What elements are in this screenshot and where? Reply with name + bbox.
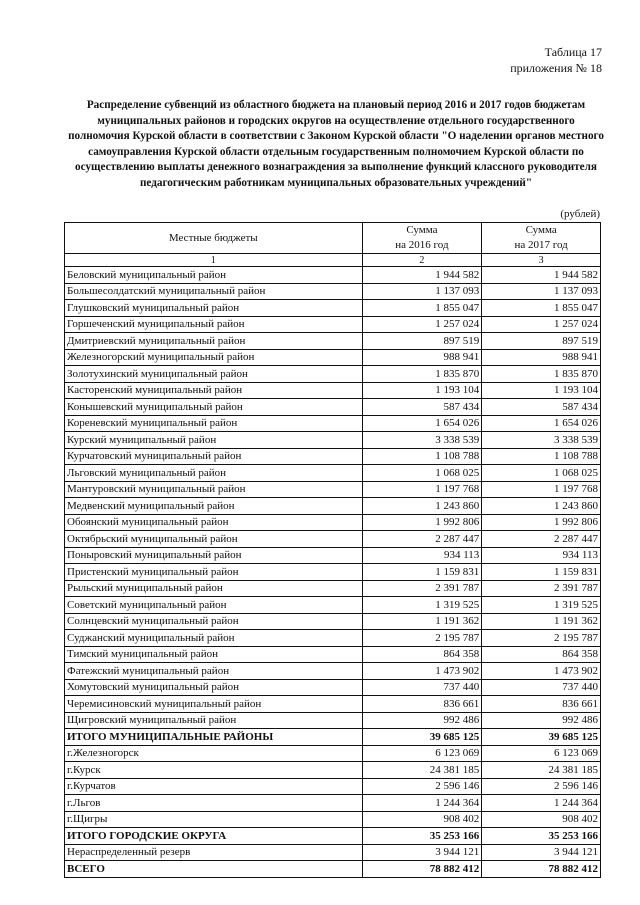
sum-2016-cell: 1 243 860 [362, 498, 482, 515]
budget-name-cell: г.Льгов [65, 795, 363, 812]
budget-name-cell: Беловский муниципальный район [65, 267, 363, 284]
table-row [65, 564, 601, 581]
budget-name-cell: г.Железногорск [65, 745, 363, 762]
sum-2017-cell: 992 486 [482, 712, 601, 729]
sum-2017-cell: 3 944 121 [482, 844, 601, 861]
budget-name-cell: ВСЕГО [65, 861, 363, 878]
sum-2017-cell: 1 654 026 [482, 415, 601, 432]
header-sum-2017 [482, 223, 601, 254]
sum-2017-cell: 1 193 104 [482, 382, 601, 399]
table-row [65, 316, 601, 333]
table-row [65, 382, 601, 399]
budget-name-cell: Фатежский муниципальный район [65, 663, 363, 680]
budget-name-cell: Солнцевский муниципальный район [65, 613, 363, 630]
table-row [65, 531, 601, 548]
budget-name-cell: Хомутовский муниципальный район [65, 679, 363, 696]
budget-name-cell: ИТОГО ГОРОДСКИЕ ОКРУГА [65, 828, 363, 845]
sum-2017-cell: 2 287 447 [482, 531, 601, 548]
sum-2017-cell: 836 661 [482, 696, 601, 713]
sum-2016-cell: 864 358 [362, 646, 482, 663]
table-row [65, 745, 601, 762]
table-row [65, 432, 601, 449]
table-row [65, 415, 601, 432]
budget-name-cell: ИТОГО МУНИЦИПАЛЬНЫЕ РАЙОНЫ [65, 729, 363, 746]
table-row [65, 663, 601, 680]
table-row [65, 283, 601, 300]
sum-2016-cell: 35 253 166 [362, 828, 482, 845]
table-row [65, 448, 601, 465]
sum-2016-cell: 934 113 [362, 547, 482, 564]
budget-name-cell: г.Щигры [65, 811, 363, 828]
table-body [65, 267, 601, 878]
table-row [65, 811, 601, 828]
sum-2016-cell: 1 244 364 [362, 795, 482, 812]
sum-2017-cell: 908 402 [482, 811, 601, 828]
sum-2017-cell: 1 257 024 [482, 316, 601, 333]
sum-2017-cell: 1 855 047 [482, 300, 601, 317]
sum-2016-cell: 992 486 [362, 712, 482, 729]
budget-name-cell: Касторенский муниципальный район [65, 382, 363, 399]
appendix-number: приложения № 18 [510, 61, 602, 75]
budget-name-cell: Большесолдатский муниципальный район [65, 283, 363, 300]
sum-2017-cell: 2 195 787 [482, 630, 601, 647]
sum-2017-cell: 1 319 525 [482, 597, 601, 614]
budget-name-cell: Курчатовский муниципальный район [65, 448, 363, 465]
sum-2017-cell: 2 391 787 [482, 580, 601, 597]
sum-2017-cell: 6 123 069 [482, 745, 601, 762]
sum-2016-cell: 2 596 146 [362, 778, 482, 795]
table-row [65, 795, 601, 812]
budget-name-cell: Советский муниципальный район [65, 597, 363, 614]
sum-2017-cell: 1 835 870 [482, 366, 601, 383]
sum-2016-cell: 78 882 412 [362, 861, 482, 878]
sum-2016-cell: 897 519 [362, 333, 482, 350]
sum-2017-cell: 1 944 582 [482, 267, 601, 284]
sum-2016-cell: 3 338 539 [362, 432, 482, 449]
sum-2016-cell: 1 835 870 [362, 366, 482, 383]
sum-2017-cell: 737 440 [482, 679, 601, 696]
table-row [65, 762, 601, 779]
sum-2017-cell: 35 253 166 [482, 828, 601, 845]
budget-name-cell: Железногорский муниципальный район [65, 349, 363, 366]
column-number-row [65, 254, 601, 267]
document-title: Распределение субвенций из областного бюджета на плановый период 2016 и 2017 годов бюджетам муниципальных районов и городских округов на осуществление отдельного государственного полномочия Курской области в соответствии с Законом Курской области "О наделении органов местного самоуправления Курской области отдельным государственным полномочием Курской области по осуществлению выплаты денежного вознаграждения за выполнение функций классного руководителя педагогическим работникам муниципальных образовательных учреждений" [68, 99, 604, 189]
sum-2017-cell: 1 473 902 [482, 663, 601, 680]
sum-2016-cell: 24 381 185 [362, 762, 482, 779]
budget-name-cell: Мантуровский муниципальный район [65, 481, 363, 498]
sum-2016-cell: 1 654 026 [362, 415, 482, 432]
table-row [65, 300, 601, 317]
table-row [65, 349, 601, 366]
header-sum-2016 [362, 223, 482, 254]
sum-2017-cell: 934 113 [482, 547, 601, 564]
budget-name-cell: Конышевский муниципальный район [65, 399, 363, 416]
sum-2017-cell: 1 197 768 [482, 481, 601, 498]
sum-2016-cell: 737 440 [362, 679, 482, 696]
sum-2016-cell: 6 123 069 [362, 745, 482, 762]
sum-2016-cell: 1 855 047 [362, 300, 482, 317]
table-row [65, 498, 601, 515]
sum-2017-cell: 587 434 [482, 399, 601, 416]
table-row [65, 399, 601, 416]
column-number-1: 1 [65, 254, 363, 267]
sum-2016-cell: 1 191 362 [362, 613, 482, 630]
header-local-budgets: Местные бюджеты [65, 223, 363, 254]
sum-2017-cell: 2 596 146 [482, 778, 601, 795]
budget-name-cell: г.Курчатов [65, 778, 363, 795]
budget-name-cell: Горшеченский муниципальный район [65, 316, 363, 333]
sum-2017-cell: 39 685 125 [482, 729, 601, 746]
document-reference [510, 44, 602, 76]
sum-2017-cell: 78 882 412 [482, 861, 601, 878]
sum-2016-cell: 1 944 582 [362, 267, 482, 284]
budget-name-cell: Обоянский муниципальный район [65, 514, 363, 531]
budget-name-cell: Тимский муниципальный район [65, 646, 363, 663]
table-row [65, 712, 601, 729]
sum-2017-cell: 1 159 831 [482, 564, 601, 581]
table-row [65, 333, 601, 350]
sum-2017-cell: 988 941 [482, 349, 601, 366]
sum-2017-cell: 864 358 [482, 646, 601, 663]
sum-2016-cell: 988 941 [362, 349, 482, 366]
sum-2016-cell: 1 197 768 [362, 481, 482, 498]
sum-2016-cell: 1 319 525 [362, 597, 482, 614]
table-row [65, 267, 601, 284]
sum-2016-cell: 3 944 121 [362, 844, 482, 861]
budget-name-cell: Нераспределенный резерв [65, 844, 363, 861]
table-row [65, 465, 601, 482]
sum-2017-cell: 1 137 093 [482, 283, 601, 300]
units-label: (рублей) [560, 208, 600, 220]
table-row [65, 646, 601, 663]
sum-2016-cell: 2 391 787 [362, 580, 482, 597]
table-row [65, 481, 601, 498]
sum-2016-cell: 1 137 093 [362, 283, 482, 300]
table-header-row [65, 223, 601, 254]
sum-2017-cell: 1 068 025 [482, 465, 601, 482]
header-sum-2017-line2: на 2017 год [514, 239, 568, 251]
budget-name-cell: Кореневский муниципальный район [65, 415, 363, 432]
sum-2016-cell: 39 685 125 [362, 729, 482, 746]
column-number-3: 3 [482, 254, 601, 267]
table-total-row [65, 861, 601, 878]
budget-name-cell: Октябрьский муниципальный район [65, 531, 363, 548]
sum-2017-cell: 1 191 362 [482, 613, 601, 630]
budget-name-cell: Черемисиновский муниципальный район [65, 696, 363, 713]
sum-2017-cell: 1 243 860 [482, 498, 601, 515]
table-row [65, 547, 601, 564]
table-row [65, 613, 601, 630]
header-sum-2016-line2: на 2016 год [395, 239, 449, 251]
sum-2016-cell: 587 434 [362, 399, 482, 416]
table-row [65, 580, 601, 597]
table-total-row [65, 828, 601, 845]
table-row [65, 696, 601, 713]
sum-2016-cell: 1 473 902 [362, 663, 482, 680]
budget-name-cell: Золотухинский муниципальный район [65, 366, 363, 383]
budget-name-cell: г.Курск [65, 762, 363, 779]
sum-2017-cell: 24 381 185 [482, 762, 601, 779]
budget-name-cell: Глушковский муниципальный район [65, 300, 363, 317]
header-sum-2016-line1: Сумма [406, 224, 438, 236]
budget-name-cell: Рыльский муниципальный район [65, 580, 363, 597]
budget-name-cell: Суджанский муниципальный район [65, 630, 363, 647]
budget-name-cell: Курский муниципальный район [65, 432, 363, 449]
table-number: Таблица 17 [544, 45, 602, 59]
budget-name-cell: Медвенский муниципальный район [65, 498, 363, 515]
sum-2017-cell: 1 108 788 [482, 448, 601, 465]
budget-name-cell: Льговский муниципальный район [65, 465, 363, 482]
sum-2016-cell: 1 159 831 [362, 564, 482, 581]
budget-name-cell: Поныровский муниципальный район [65, 547, 363, 564]
sum-2016-cell: 1 992 806 [362, 514, 482, 531]
sum-2016-cell: 2 287 447 [362, 531, 482, 548]
sum-2016-cell: 908 402 [362, 811, 482, 828]
sum-2016-cell: 1 257 024 [362, 316, 482, 333]
table-row [65, 844, 601, 861]
sum-2016-cell: 836 661 [362, 696, 482, 713]
sum-2017-cell: 897 519 [482, 333, 601, 350]
budget-name-cell: Щигровский муниципальный район [65, 712, 363, 729]
table-row [65, 514, 601, 531]
table-total-row [65, 729, 601, 746]
sum-2017-cell: 1 244 364 [482, 795, 601, 812]
header-sum-2017-line1: Сумма [525, 224, 557, 236]
budget-name-cell: Дмитриевский муниципальный район [65, 333, 363, 350]
table-row [65, 778, 601, 795]
sum-2016-cell: 1 193 104 [362, 382, 482, 399]
subsidy-table [64, 222, 601, 878]
sum-2017-cell: 1 992 806 [482, 514, 601, 531]
sum-2016-cell: 2 195 787 [362, 630, 482, 647]
table-row [65, 630, 601, 647]
table-row [65, 597, 601, 614]
sum-2016-cell: 1 108 788 [362, 448, 482, 465]
table-row [65, 679, 601, 696]
column-number-2: 2 [362, 254, 482, 267]
table-row [65, 366, 601, 383]
budget-name-cell: Пристенский муниципальный район [65, 564, 363, 581]
sum-2017-cell: 3 338 539 [482, 432, 601, 449]
sum-2016-cell: 1 068 025 [362, 465, 482, 482]
